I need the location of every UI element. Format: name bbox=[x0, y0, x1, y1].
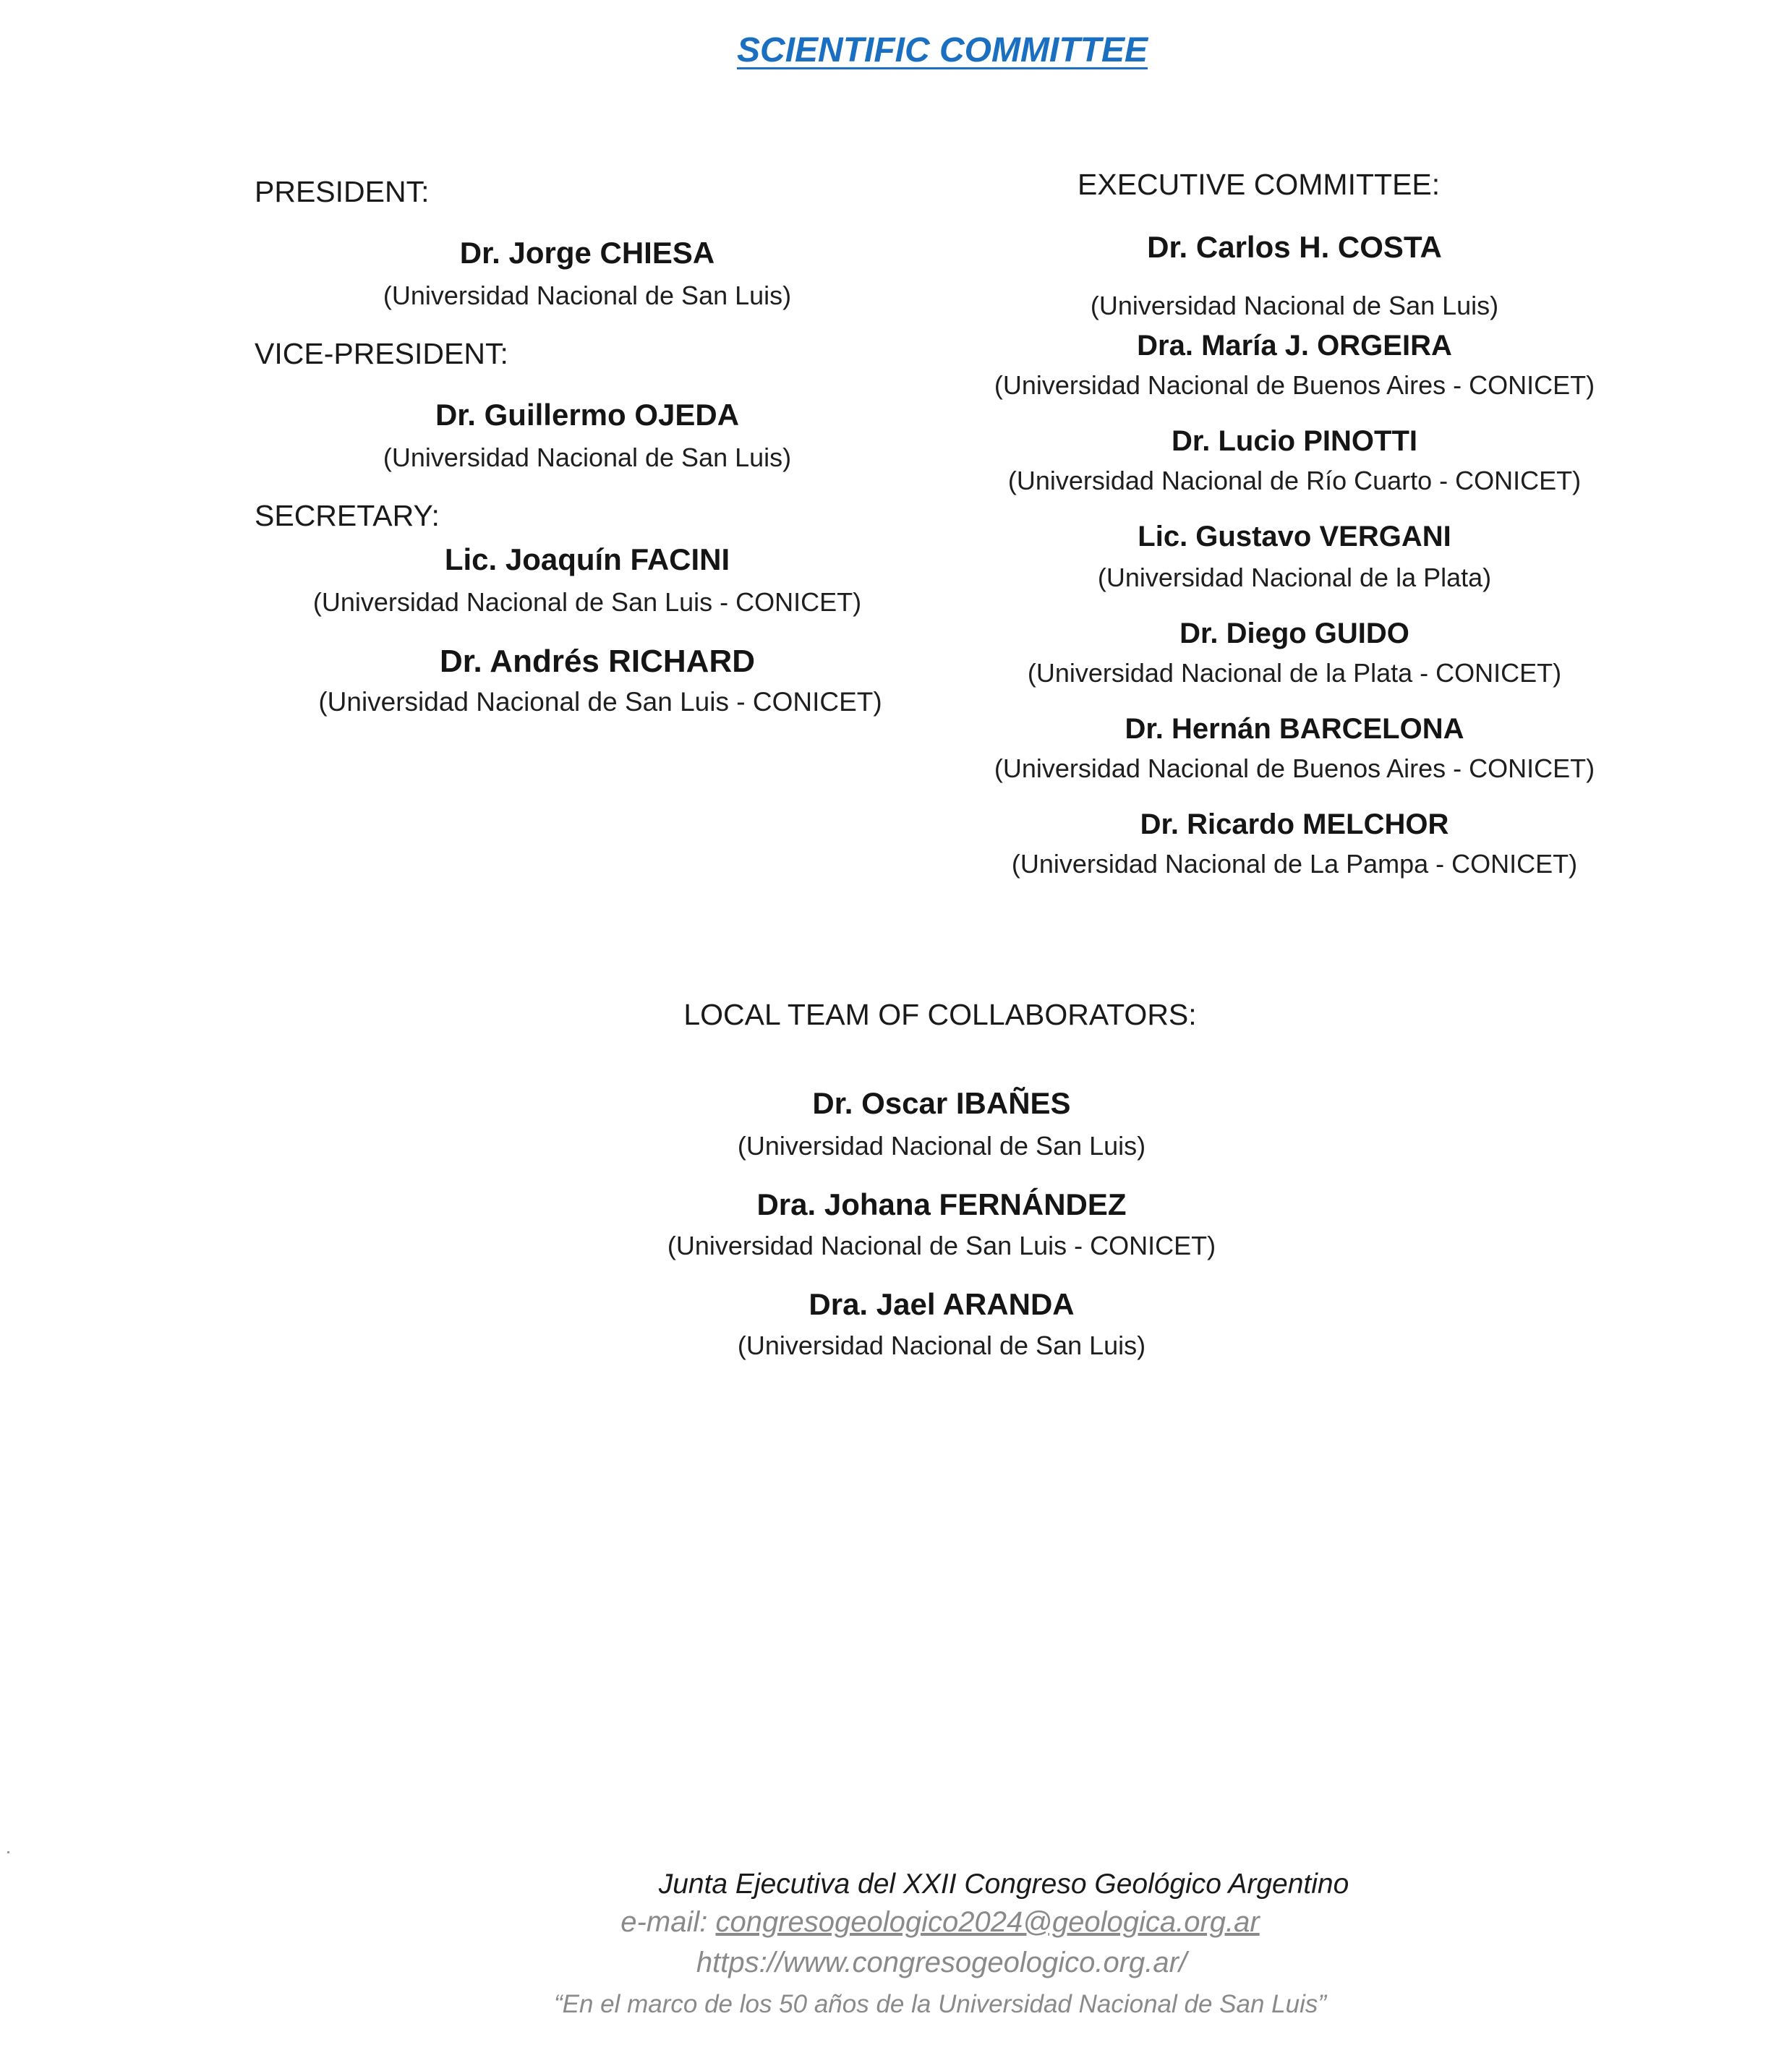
local-team-member-affiliation: (Universidad Nacional de San Luis) bbox=[737, 1331, 1146, 1360]
president-label: PRESIDENT: bbox=[255, 175, 430, 208]
vice-president-label: VICE-PRESIDENT: bbox=[255, 337, 508, 370]
executive-member-affiliation: (Universidad Nacional de Buenos Aires - CONICET) bbox=[994, 753, 1595, 783]
footer-quote: “En el marco de los 50 años de la Universidad Nacional de San Luis” bbox=[553, 1990, 1327, 2018]
executive-member-name: Dr. Carlos H. COSTA bbox=[1147, 230, 1442, 264]
executive-member-affiliation: (Universidad Nacional de Buenos Aires - CONICET) bbox=[994, 370, 1595, 400]
president-affiliation: (Universidad Nacional de San Luis) bbox=[383, 281, 792, 310]
vice-president-affiliation: (Universidad Nacional de San Luis) bbox=[383, 443, 792, 472]
executive-member-affiliation: (Universidad Nacional de La Pampa - CONICET) bbox=[1011, 849, 1578, 879]
stray-mark bbox=[7, 1851, 9, 1853]
secretary-name: Dr. Andrés RICHARD bbox=[440, 644, 755, 679]
local-team-member-affiliation: (Universidad Nacional de San Luis) bbox=[737, 1131, 1146, 1161]
local-team-member-affiliation: (Universidad Nacional de San Luis - CONICET) bbox=[667, 1231, 1216, 1260]
local-team-member-name: Dra. Jael ARANDA bbox=[808, 1287, 1075, 1321]
executive-member-name: Lic. Gustavo VERGANI bbox=[1138, 521, 1451, 552]
executive-member-name: Dr. Lucio PINOTTI bbox=[1171, 425, 1418, 457]
footer-website-link[interactable]: https://www.congresogeologico.org.ar/ bbox=[696, 1947, 1187, 1978]
executive-member-affiliation: (Universidad Nacional de San Luis) bbox=[1090, 291, 1499, 320]
executive-member-name: Dr. Hernán BARCELONA bbox=[1125, 713, 1464, 745]
executive-member-name: Dr. Ricardo MELCHOR bbox=[1140, 808, 1449, 840]
footer-email-prefix: e-mail: bbox=[620, 1906, 716, 1938]
secretary-affiliation: (Universidad Nacional de San Luis - CONICET) bbox=[318, 687, 882, 717]
footer-organization: Junta Ejecutiva del XXII Congreso Geológico Argentino bbox=[658, 1869, 1349, 1900]
president-name: Dr. Jorge CHIESA bbox=[459, 236, 715, 270]
executive-member-affiliation: (Universidad Nacional de Río Cuarto - CONICET) bbox=[1007, 466, 1582, 495]
vice-president-name: Dr. Guillermo OJEDA bbox=[435, 398, 740, 432]
secretary-name: Lic. Joaquín FACINI bbox=[444, 542, 730, 576]
executive-committee-label: EXECUTIVE COMMITTEE: bbox=[1078, 168, 1441, 201]
page-title: SCIENTIFIC COMMITTEE bbox=[737, 31, 1148, 69]
secretary-label: SECRETARY: bbox=[255, 499, 440, 532]
local-team-member-name: Dr. Oscar IBAÑES bbox=[812, 1086, 1071, 1120]
secretary-affiliation: (Universidad Nacional de San Luis - CONICET) bbox=[312, 587, 862, 617]
local-team-member-name: Dra. Johana FERNÁNDEZ bbox=[756, 1187, 1127, 1221]
executive-member-affiliation: (Universidad Nacional de la Plata - CONICET) bbox=[1027, 658, 1562, 688]
footer-email-link[interactable]: congresogeologico2024@geologica.org.ar bbox=[715, 1906, 1260, 1938]
footer-email-line bbox=[620, 1906, 1259, 1939]
local-team-label: LOCAL TEAM OF COLLABORATORS: bbox=[683, 998, 1197, 1031]
executive-member-name: Dr. Diego GUIDO bbox=[1179, 618, 1409, 649]
executive-member-affiliation: (Universidad Nacional de la Plata) bbox=[1097, 563, 1492, 592]
executive-member-name: Dra. María J. ORGEIRA bbox=[1137, 330, 1452, 362]
